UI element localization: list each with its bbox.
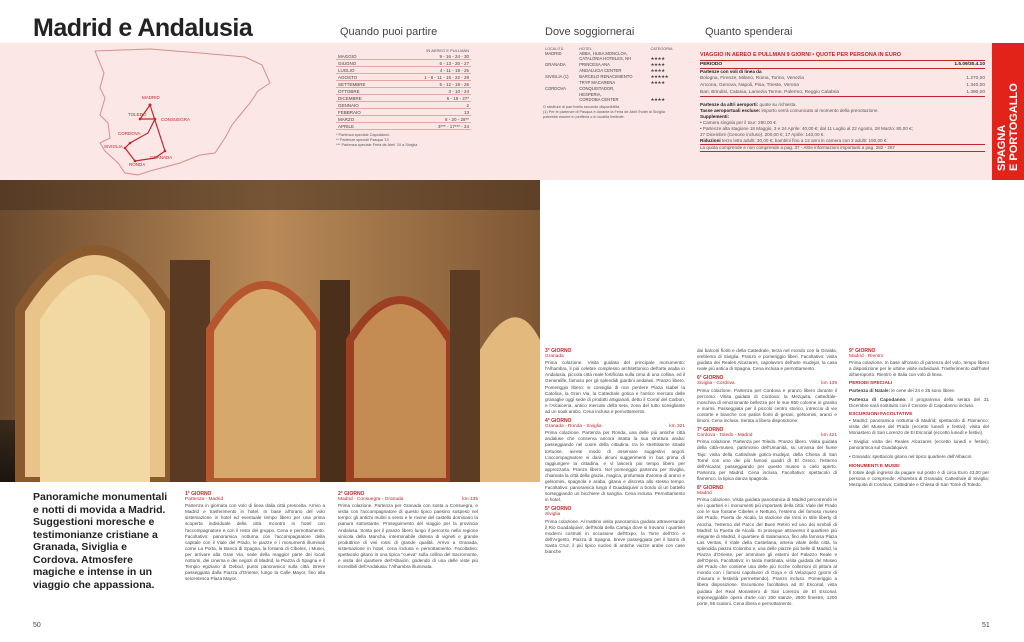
- itinerary-col-3: [545, 348, 685, 558]
- itinerary-col-5: [849, 348, 989, 491]
- price-extra: Supplementi:: [700, 114, 730, 119]
- table-row: FEBBRAIO 13: [338, 109, 469, 115]
- price-subtitle: Partenze con voli di linea da: [700, 69, 762, 74]
- price-extra: La quota comprende e non comprende a pag. 37 - Altre informazioni importanti a pag. 282 - 287: [700, 144, 985, 152]
- price-extra: • Partenze alta stagione 18 Maggio, 3 e 24 Aprile: 40,00 €; dal 11 Luglio al 22 Agosto, 28 Marzo: 80,00 €;: [700, 126, 913, 131]
- country-label-1: SPAGNA: [996, 124, 1008, 171]
- day-heading: 2° GIORNO: [338, 491, 365, 497]
- city-toledo: TOLEDO: [128, 112, 147, 117]
- day-text: Prima colazione. Visita guidata del principale monumento: l'Alhambra, il più celebre complesso architettonico dell'arte araba in Andalusia, piccola città reale fortificata sulla cima di una collina, ed il Generalife, famoso per gli splendidi giardini andalusi. Pranzo libero. Pomeriggio libero: si consiglia di non perdere Plaza Isabel la Catolica, la Gran Via, la Cattedrale gotica e l'antico mercato delle granaglie oggi sede di prodotti artigianali, detto il Corral del Carbon, e l'Alcaiceria, antico mercato della seta, zona del tutto somigliante ad un souk arabo. Cena inclusa e pernottamento.: [545, 360, 685, 414]
- table-row: MADRID ABBA, HUSA MONCLOA,: [545, 51, 628, 56]
- city-granada: GRANADA: [150, 155, 173, 160]
- day-route: Granada - Ronda - Siviglia km 321: [545, 424, 685, 430]
- table-row: MAGGIO 9 - 16 - 24 - 30: [338, 53, 469, 59]
- table-row: ANDALUCIA CENTER ★★★★: [579, 68, 665, 74]
- day-heading: 7° GIORNO: [697, 427, 724, 434]
- table-row: SIVIGLIA (1) BARCELO RENACIMIENTO ★★★★★: [545, 74, 669, 80]
- table-row: GRANADA PRINCESA ANA ★★★★: [545, 62, 665, 68]
- price-extra: • Camera singola per il tour: 290,00 €.: [700, 120, 778, 125]
- day-route: Madrid - Consuegra - Granada km 435: [338, 497, 478, 503]
- day-route: Cordova - Toledo - Madrid km 421: [697, 433, 837, 439]
- price-extra: Riduzioni terzo letto adulti: 30,00 €; bambini fino a 12 anni in camera con 2 adulti: 150,00 €.: [700, 138, 888, 143]
- country-tab: [992, 43, 1024, 180]
- price-extra: Tasse aeroportuali escluse: importo verrà comunicato al momento della prenotazione.: [700, 108, 879, 113]
- table-row: CORDOBA CENTER ★★★★: [579, 96, 665, 102]
- table-row: OTTOBRE 3 - 10 - 24: [338, 88, 469, 94]
- day-heading: 8° GIORNO: [697, 484, 724, 491]
- itinerary-col-1: [185, 491, 325, 585]
- city-consuegra: CONSUEGRA: [161, 117, 191, 122]
- hotels-table: LOCALITÀ HOTEL CATEGORIA MADRID ABBA, HUSA MONCLOA, CATALONIA HOTELES, NH ★★★★ GRANADA PRINCESA ANA ★★★★ ANDALUCIA CENTER ★★★★ SIVIGLIA (1) BARCELO RENACIMIENTO ★★★★★ TRYP MACARENA ★★★★ CORDOVA CONQUISTADOR, HESPERIA, CORDOBA CENTER ★★★★: [543, 47, 681, 103]
- hotels-note: potrebbe essere in periferia o in località limitrofe.: [543, 114, 625, 119]
- day-route: Siviglia - Cordova km 139: [697, 381, 837, 387]
- excursions-heading: ESCURSIONI FACOLTATIVE: [849, 411, 913, 417]
- day-route: Siviglia: [545, 512, 561, 518]
- table-row: GENNAIO 2: [338, 102, 469, 108]
- country-label-2: E PORTOGALLO: [1008, 83, 1020, 171]
- table-row: LUGLIO 4 - 11 - 18 - 25: [338, 67, 469, 73]
- price-title: VIAGGIO IN AEREO E PULLMAN 9 GIORNI • QUOTE PER PERSONA IN EURO: [700, 52, 985, 61]
- table-row: APRILE 3*** - 17*** - 24: [338, 123, 469, 129]
- schedule-note: * Partenza speciale Capodanno: [336, 133, 390, 137]
- schedule-col-header: IN AEREO E PULLMAN: [426, 48, 469, 53]
- day-text: Prima colazione. Visita guidata panoramica di Madrid percorrendo le vie i quartieri e i monumenti più importanti della città: Viale del Prado con le sue fontane Cibeles e Nettuno, l'esterno del famoso museo del Prado, Puerta de Alcalà, la stazione dei treni in stile liberty di Atocha, l'esterno del Parco del Buen Retiro ed uno dei simboli di Madrid: la Puerta de Alcalà. Si prosegue attraverso il quartiere più elegante di Madrid, il quartiere di Salamanca, fino alla famosa Plaza Las Ventas, il Viale della Castellana, arteria vitale della città, la splendida piazza Colombo e, una delle piazze più belle di Madrid, la Piazza d'Oriente, per ammirare gli esterni del Palazzo Reale e dell'Opera. Facoltativo: in tarda mattinata, visita guidata del Museo del Prado che contiene una delle più ricche collezioni di pittura al mondo con i famosi capolavori di Goya e di Velazquez (giorni di chiusura e festività permettendo). Pranzo incluso. Pomeriggio a libera disposizione. Escursione facoltativa ad El Escorial, vista guidata del Real Monastero di San Lorenzo de El Escorial, imponeggiabile opera d'arte con 200 stanze, 2600 finestre, 1200 porte, 86 scaloni. Cena libera e pernottamento.: [697, 497, 837, 606]
- city-madrid: MADRID: [142, 95, 160, 100]
- hotels-note: O strutture di pari livello secondo disponibilità.: [543, 104, 621, 109]
- day-heading: 6° GIORNO: [697, 375, 724, 382]
- city-siviglia: SIVIGLIA: [104, 144, 123, 149]
- itinerary-col-4: [697, 348, 837, 610]
- table-row: TRYP MACARENA ★★★★: [579, 80, 665, 86]
- table-row: CORDOVA CONQUISTADOR,: [545, 86, 615, 92]
- day-text: Prima colazione. Partenza per Toledo. Pranzo libero. Visita guidata della città-museo, patrimonio dell'Umanità, su un'ansa del fiume Tajo: visita della Cattedrale gotico-mudejar, della Chiesa di San Tomé con uno dei più famosi quadri di El Greco, l'esterno dell'Alcazar, passeggiando per questo museo a cielo aperto. Partenza per Madrid. Cena inclusa. Facoltativo: spettacolo di flamenco, la tipica danza spagnola.: [697, 439, 837, 481]
- schedule-note: *** Partenza speciale Feria de Abril '10 a Siviglia: [336, 143, 418, 147]
- price-row: Bari, Brindisi, Catania, Lamezia Terme, Palermo, Reggio Calabria 1.390,00: [700, 90, 985, 95]
- price-extra: Partenze da altri aeroporti: quote su richiesta.: [700, 102, 797, 107]
- special-periods-heading: PERIODI SPECIALI: [849, 381, 893, 387]
- day-route: Madrid: [697, 491, 712, 497]
- special-natale: Partenza di Natale: le cene del 24 e 25 sono libere.: [849, 387, 956, 393]
- museums-text: Il totale degli ingressi da pagare sul posto è di circa Euro 43,00 per persona e comprende: Alhambra di Granada; Cattedrale di Siviglia; Mezquita di Cordova; Cattedrale e Chiesa di San Tomè di Toledo.: [849, 469, 989, 487]
- excursion-item: • Granada: spettacolo gitano nel tipico quartiere dell'Albaicin.: [849, 454, 973, 460]
- day-heading: 1° GIORNO: [185, 491, 212, 497]
- page-number-left: 50: [33, 622, 41, 629]
- hotels-section: [543, 47, 681, 120]
- museums-heading: MONUMENTI E MUSEI: [849, 463, 900, 469]
- table-row: HESPERIA,: [579, 91, 602, 97]
- table-row: MARZO 6 - 20 - 28**: [338, 116, 469, 122]
- table-row: AGOSTO 1 - 8 - 11 - 15 - 22 - 29: [338, 74, 469, 80]
- day-heading: 4° GIORNO: [545, 418, 572, 425]
- price-extra: 27 Dicembre (Cenone incluso): 200,00 €; 17 Aprile: 140,00 €.: [700, 132, 825, 137]
- hotels-note: (1) Per le partenze di Pasqua e durante la Feria de Abril l'hotel di Siviglia: [543, 109, 665, 114]
- price-row: Ancona, Genova, Napoli, Pisa, Trieste, Verona 1.340,00: [700, 83, 985, 88]
- table-row: SETTEMBRE 5 - 12 - 19 - 26: [338, 81, 469, 87]
- table-row: CATALONIA HOTELES, NH ★★★★: [579, 56, 665, 62]
- city-ronda: RONDA: [129, 162, 146, 167]
- day-text: Prima colazione. Partenza per Ronda, una delle più antiche città andaluse che conserva ancora intatta la sua struttura araba: passeggiando nel cuore della cittadina, tra le strettissime strade tortuose, avrete modo di osservare suggestivi angoli. L'accompagnatore vi darà alcuni suggerimenti in bus prima di raggiungere la cittadina, e vi lascerà poi tempo libero per apprezzarla. Pranzo libero. Nel pomeriggio partenza per Siviglia, chiamata la città della grazia, magica, profumata d'aroma di aranci e gelsomini, spagnola e araba, gitana e discreta allo stesso tempo. Facoltativo: panoramica lungo il Guadalquivir a bordo di un battello sorseggiando un bicchiere di sangria. Cena inclusa. Pernottamento in hotel.: [545, 430, 685, 503]
- table-row: GIUGNO 6 - 13 - 20 - 27: [338, 60, 469, 66]
- day-heading: 9° GIORNO: [849, 348, 876, 354]
- departure-schedule: [336, 48, 471, 148]
- day-heading: 5° GIORNO: [545, 506, 572, 513]
- itinerary-col-2: [338, 491, 478, 573]
- day-heading: 3° GIORNO: [545, 348, 572, 354]
- price-row: Bologna, Firenze, Milano, Roma, Torino, Venezia 1.270,00: [700, 76, 985, 81]
- day-text: Prima colazione. In base all'orario di partenza del volo, tempo libero a disposizione per le ultime visite individuali. Trasferimento dall'hotel all'aeroporto. Rientro in Italia con volo di linea.: [849, 360, 989, 378]
- day-route: Madrid - Rientro: [849, 354, 884, 360]
- tagline: Panoramiche monumentali e notti di movida a Madrid. Suggestioni moresche e testimonianze cristiane a Granada, Siviglia e Cordova. Atmosfere magiche e intense in un viaggio che appassiona.: [33, 491, 168, 591]
- when-header: Quando puoi partire: [340, 26, 438, 38]
- day-text: Partenza in giornata con volo di linea dalla città prescelta. Arrivo a Madrid e trasferimento in hotel. In base all'orario del volo sistemazione in hotel ed eventuale tempo libero per una prima scoperta individuale della città. Incontro in hotel con l'accompagnatore e con il resto del gruppo. Cena e pernottamento. Facoltativo: panoramica notturna con l'accompagnatore della capitale con il Viale del Prado, le piazze e i monumenti illuminati come La Porta, la Banca di Spagna, la fontana di Cibeles, i Musei, per arrivare alla Gran Via, sede della maggior parte dei locali notturni, dei cinema e dei negozi di Madrid, la Piazza di Spagna e il Tempio egiziano di Debod, punto panoramico sulla città. Breve passeggiata dalla Piazza d'Oriente, lungo la Calle Mayor, fino alla seicentesca Plaza Mayor.: [185, 503, 325, 582]
- special-capodanno: Partenza di Capodanno: il programma della serata del 31 Dicembre sarà sostituito con il Cenone di Capodanno incluso.: [849, 396, 990, 408]
- price-period-row: PERIODO 1.5.09/30.4.10: [700, 62, 985, 67]
- day-text: Prima colazione. Partenza per Cordova e pranzo libero durante il percorso. Visita guidata di Cordova: la Mezquita, cattedrale-moschea di emozionante bellezza per le sue 850 colonne in granito e marmi. Passeggiata per il piccolo centro storico, intreccio di vie contorte e bianche con patios fioriti di gerani, gelsomini, aranci e limoni. Cena inclusa. Serata a libera disposizione.: [697, 387, 837, 424]
- schedule-note: ** Partenze speciali Pasqua '10: [336, 138, 389, 142]
- day-route: Partenza - Madrid: [185, 497, 224, 503]
- day-text: dai balconi fioriti e della Cattedrale, terza nel mondo con la Giralda, emblema di Siviglia. Pranzo e pomeriggio liberi. Facoltativo: visita guidata dei Reales Alcazares, capolavoro dell'arte mudejar, la casa reale più antica di Spagna. Cena inclusa e pernottamento.: [697, 348, 837, 372]
- day-text: Prima colazione. Al mattino visita panoramica guidata attraversando il Rio Guadalquivir, dell'Isola della Cartuja dove si trovano i quartieri moderni costruiti in occasione dell'Expo, la Torre dell'Oro e dell'Argento, Piazza di Spagna, breve passeggiata per il barrio di Santa Cruz, il più tipico nucleo di antiche viuzze arabe con case bianche: [545, 518, 685, 554]
- page-number-right: 51: [982, 622, 990, 629]
- page-title: Madrid e Andalusia: [33, 14, 253, 42]
- price-box: [700, 52, 985, 152]
- day-text: Prima colazione. Partenza per Granada con sosta a Consuegra, e visita con l'accompagnatore di questo tipico paesino sospeso nel tempo: gli antichi mulini a vento e le rovine del castello dominano la pianura sottostante. Proseguimento del viaggio per la provincia Andalusa. Sosta per il pranzo libero lungo il percorso nella regione vinicola della Mancha, interminabile distesa di vigneti e grande produttrice di vini rossi di grande qualità. Arrivo a Granada, sistemazione in hotel, cena inclusa e pernottamento. Facoltativo: spettacolo gitano in una tipica "cueva" sulla collina del Sacromonte, e visita del quartiere dell'Albaicin, godendo di una delle viste più incredibili dell'Andalusia: l'Alhambra illuminata.: [338, 503, 478, 570]
- price-header: Quanto spenderai: [705, 26, 793, 38]
- schedule-table: [336, 48, 471, 130]
- city-cordova: CORDOVA: [118, 131, 141, 136]
- where-header: Dove soggiornerai: [545, 26, 635, 38]
- excursion-item: • Madrid: panoramica notturna di Madrid; spettacolo di Flamenco; visita del Museo del Prado (eccetto lunedì e festivi); visita del Monastero di San Lorenzo de El Escorial (eccetto lunedì e festivi).: [849, 417, 989, 436]
- excursion-item: • Siviglia: visita dei Reales Alcazares (eccetto lunedì e festivi); panoramica sul Guadalquivir.: [849, 439, 989, 451]
- table-row: DICEMBRE 5 - 19 - 27*: [338, 95, 469, 101]
- mezquita-photo: [0, 180, 540, 482]
- day-route: Granada: [545, 354, 564, 360]
